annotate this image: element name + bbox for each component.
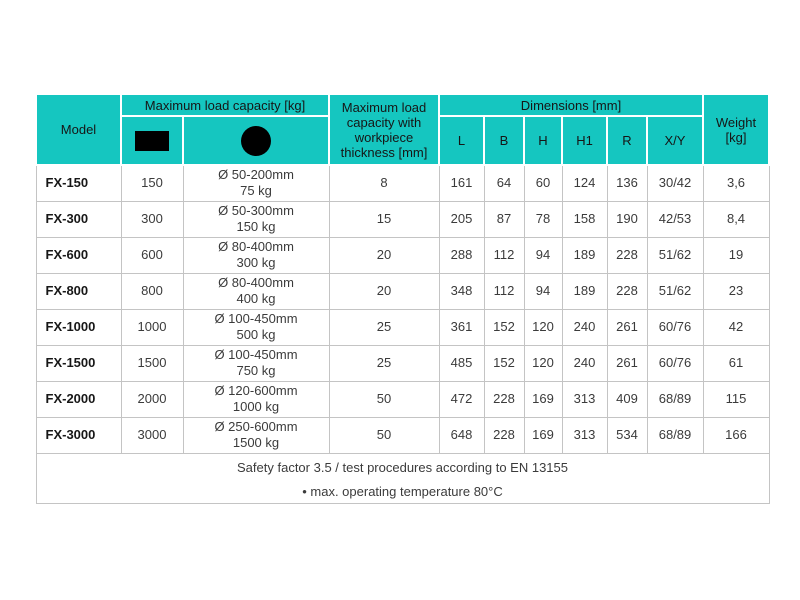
round-diameter: Ø 100-450mm	[214, 311, 298, 326]
dim-r-cell: 261	[607, 309, 647, 345]
round-capacity-cell	[183, 165, 329, 201]
weight-cell: 115	[703, 381, 769, 417]
model-cell: FX-1000	[36, 309, 121, 345]
round-capacity-cell	[183, 201, 329, 237]
rect-capacity-cell: 800	[121, 273, 183, 309]
dim-xy-cell: 30/42	[647, 165, 703, 201]
safety-factor-note: Safety factor 3.5 / test procedures according to EN 13155	[237, 459, 568, 475]
round-capacity: 150 kg	[236, 219, 276, 234]
workpiece-cell: 8	[329, 165, 439, 201]
table-row-fx-2000	[36, 381, 769, 417]
table-row-fx-800	[36, 273, 769, 309]
round-diameter: Ø 100-450mm	[214, 347, 298, 362]
dim-l-cell: 472	[439, 381, 484, 417]
weight-cell: 19	[703, 237, 769, 273]
table-row-fx-3000	[36, 417, 769, 453]
dim-b-cell: 228	[484, 381, 524, 417]
round-diameter: Ø 50-200mm	[218, 167, 294, 183]
dim-xy-cell: 68/89	[647, 417, 703, 453]
weight-cell: 23	[703, 273, 769, 309]
dim-h-cell: 94	[524, 237, 562, 273]
dim-r-cell: 190	[607, 201, 647, 237]
workpiece-cell: 20	[329, 237, 439, 273]
round-capacity: 1500 kg	[232, 435, 280, 450]
dim-h-cell: 78	[524, 201, 562, 237]
workpiece-cell: 50	[329, 381, 439, 417]
dim-xy-cell: 51/62	[647, 237, 703, 273]
dim-xy-cell: 42/53	[647, 201, 703, 237]
weight-cell: 3,6	[703, 165, 769, 201]
product-spec-table	[35, 93, 770, 504]
col-header-dim-xy: X/Y	[647, 116, 703, 165]
table-row-fx-1500	[36, 345, 769, 381]
operating-temperature-note: • max. operating temperature 80°C	[302, 483, 503, 499]
round-diameter: Ø 120-600mm	[214, 383, 298, 398]
dim-h-cell: 169	[524, 381, 562, 417]
dim-h1-cell: 158	[562, 201, 607, 237]
col-header-max-load-workpiece: Maximum load capacity with workpiece thickness [mm]	[329, 94, 439, 165]
footer-row	[36, 453, 769, 503]
dim-h1-cell: 189	[562, 237, 607, 273]
workpiece-cell: 15	[329, 201, 439, 237]
model-cell: FX-800	[36, 273, 121, 309]
round-diameter: Ø 50-300mm	[218, 203, 294, 218]
col-header-dim-b: B	[484, 116, 524, 165]
dim-l-cell: 348	[439, 273, 484, 309]
dim-l-cell: 288	[439, 237, 484, 273]
dim-xy-cell: 51/62	[647, 273, 703, 309]
dim-h-cell: 94	[524, 273, 562, 309]
round-capacity-cell	[183, 309, 329, 345]
round-capacity: 75 kg	[240, 183, 272, 199]
round-capacity: 500 kg	[236, 327, 276, 342]
table-row-fx-600	[36, 237, 769, 273]
rect-capacity-cell: 300	[121, 201, 183, 237]
dim-r-cell: 228	[607, 237, 647, 273]
round-capacity-cell	[183, 273, 329, 309]
header-row-top	[36, 94, 769, 116]
round-capacity-cell	[183, 417, 329, 453]
dim-h-cell: 120	[524, 309, 562, 345]
col-header-dim-h1: H1	[562, 116, 607, 165]
weight-cell: 8,4	[703, 201, 769, 237]
col-header-model: Model	[36, 94, 121, 165]
workpiece-cell: 50	[329, 417, 439, 453]
dim-h1-cell: 240	[562, 309, 607, 345]
weight-cell: 42	[703, 309, 769, 345]
dim-h-cell: 169	[524, 417, 562, 453]
dim-h1-cell: 124	[562, 165, 607, 201]
dim-h-cell: 120	[524, 345, 562, 381]
dim-r-cell: 261	[607, 345, 647, 381]
dim-h1-cell: 189	[562, 273, 607, 309]
rect-capacity-cell: 1000	[121, 309, 183, 345]
dim-b-cell: 152	[484, 309, 524, 345]
dim-r-cell: 409	[607, 381, 647, 417]
dim-xy-cell: 68/89	[647, 381, 703, 417]
dim-l-cell: 648	[439, 417, 484, 453]
dim-l-cell: 205	[439, 201, 484, 237]
dim-xy-cell: 60/76	[647, 309, 703, 345]
dim-h1-cell: 313	[562, 417, 607, 453]
model-cell: FX-300	[36, 201, 121, 237]
dim-b-cell: 64	[484, 165, 524, 201]
dim-xy-cell: 60/76	[647, 345, 703, 381]
dim-r-cell: 136	[607, 165, 647, 201]
spec-table	[35, 93, 770, 504]
rect-capacity-cell: 600	[121, 237, 183, 273]
table-row-fx-150	[36, 165, 769, 201]
dim-h1-cell: 313	[562, 381, 607, 417]
col-header-round-pad	[183, 116, 329, 165]
dim-h-cell: 60	[524, 165, 562, 201]
dim-l-cell: 485	[439, 345, 484, 381]
rect-capacity-cell: 3000	[121, 417, 183, 453]
workpiece-cell: 20	[329, 273, 439, 309]
rect-capacity-cell: 1500	[121, 345, 183, 381]
dim-r-cell: 534	[607, 417, 647, 453]
weight-cell: 61	[703, 345, 769, 381]
model-cell: FX-3000	[36, 417, 121, 453]
round-diameter: Ø 80-400mm	[218, 239, 294, 254]
col-header-dim-r: R	[607, 116, 647, 165]
dim-b-cell: 228	[484, 417, 524, 453]
footer-cell	[36, 453, 769, 503]
dim-b-cell: 112	[484, 273, 524, 309]
dim-b-cell: 87	[484, 201, 524, 237]
weight-cell: 166	[703, 417, 769, 453]
round-capacity-cell	[183, 345, 329, 381]
col-header-dim-l: L	[439, 116, 484, 165]
rect-capacity-cell: 150	[121, 165, 183, 201]
table-row-fx-1000	[36, 309, 769, 345]
dim-r-cell: 228	[607, 273, 647, 309]
col-header-weight: Weight [kg]	[703, 94, 769, 165]
model-cell: FX-1500	[36, 345, 121, 381]
dim-l-cell: 361	[439, 309, 484, 345]
table-row-fx-300	[36, 201, 769, 237]
rect-capacity-cell: 2000	[121, 381, 183, 417]
round-capacity: 300 kg	[236, 255, 276, 270]
model-cell: FX-150	[36, 165, 121, 201]
round-diameter: Ø 80-400mm	[218, 275, 294, 290]
col-header-max-load-capacity: Maximum load capacity [kg]	[121, 94, 329, 116]
col-header-dimensions: Dimensions [mm]	[439, 94, 703, 116]
workpiece-cell: 25	[329, 309, 439, 345]
round-capacity: 400 kg	[236, 291, 276, 306]
round-capacity: 1000 kg	[232, 399, 280, 414]
round-pad-icon	[241, 126, 271, 156]
col-header-dim-h: H	[524, 116, 562, 165]
model-cell: FX-2000	[36, 381, 121, 417]
model-cell: FX-600	[36, 237, 121, 273]
workpiece-cell: 25	[329, 345, 439, 381]
dim-h1-cell: 240	[562, 345, 607, 381]
dim-b-cell: 152	[484, 345, 524, 381]
dim-l-cell: 161	[439, 165, 484, 201]
col-header-rectangle-pad	[121, 116, 183, 165]
dim-b-cell: 112	[484, 237, 524, 273]
round-capacity-cell	[183, 381, 329, 417]
rectangle-pad-icon	[135, 131, 169, 151]
round-capacity-cell	[183, 237, 329, 273]
round-capacity: 750 kg	[236, 363, 276, 378]
round-diameter: Ø 250-600mm	[214, 419, 298, 434]
